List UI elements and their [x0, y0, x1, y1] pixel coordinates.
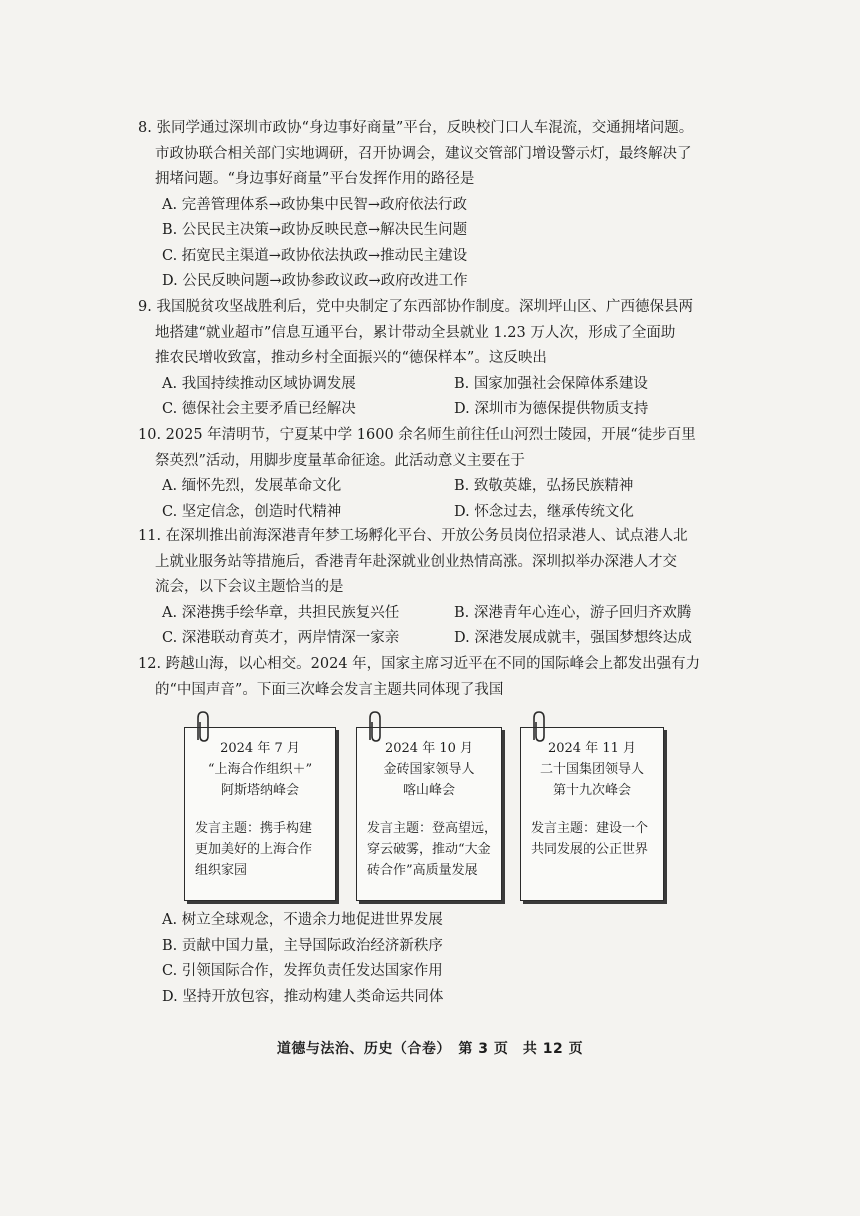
question-12-option-b[interactable]: B. 贡献中国力量，主导国际政治经济新秩序: [162, 937, 443, 954]
question-10-stem-line-1: 10. 2025 年清明节，宁夏某中学 1600 余名师生前往任山河烈士陵园，开展“徒步百里: [138, 427, 696, 443]
question-8-stem-line-3: 拥堵问题。“身边事好商量”平台发挥作用的路径是: [155, 171, 475, 187]
paperclip-icon: [529, 710, 547, 746]
paperclip-icon: [193, 710, 211, 746]
page-footer: 道德与法治、历史（合卷） 第 3 页 共 12 页: [276, 1041, 584, 1057]
question-11-stem-line-2: 上就业服务站等措施后，香港青年赴深就业创业热情高涨。深圳拟举办深港人才交: [155, 553, 677, 570]
question-9-options-row-2: [138, 397, 738, 423]
question-10-option-b[interactable]: B. 致敬英雄，弘扬民族精神: [454, 478, 634, 494]
question-11-option-d[interactable]: D. 深港发展成就丰，强国梦想终达成: [454, 630, 692, 646]
question-10-options-row-1: [138, 474, 738, 500]
question-9-stem-line-2: 地搭建“就业超市”信息互通平台，累计带动全县就业 1.23 万人次，形成了全面助: [155, 324, 676, 341]
summit-card-2-theme-line-3: 砖合作”高质量发展: [367, 863, 478, 878]
question-8-stem-line-1: 8. 张同学通过深圳市政协“身边事好商量”平台，反映校门口人车混流，交通拥堵问题。: [138, 120, 694, 136]
question-9-option-c[interactable]: C. 德保社会主要矛盾已经解决: [162, 401, 356, 417]
question-12-option-c[interactable]: C. 引领国际合作，发挥负责任发达国家作用: [162, 963, 443, 979]
paperclip-icon: [365, 710, 383, 746]
question-10: [138, 423, 738, 525]
summit-card-2-name-line-1: 金砖国家领导人: [383, 762, 475, 777]
summit-card-3-name-line-2: 第十九次峰会: [552, 783, 631, 798]
summit-card-1-date: 2024 年 7 月: [220, 741, 300, 756]
summit-card-2-name-line-2: 喀山峰会: [402, 783, 455, 798]
question-9-option-d[interactable]: D. 深圳市为德保提供物质支持: [454, 401, 649, 417]
question-9-option-a[interactable]: A. 我国持续推动区域协调发展: [162, 375, 356, 392]
question-11-options-row-1: [138, 601, 738, 627]
question-10-option-c[interactable]: C. 坚定信念，创造时代精神: [162, 503, 342, 520]
question-12-option-d[interactable]: D. 坚持开放包容，推动构建人类命运共同体: [162, 988, 444, 1005]
question-11-option-a[interactable]: A. 深港携手绘华章，共担民族复兴任: [162, 604, 400, 621]
question-12-stem-line-1: 12. 跨越山海，以心相交。2024 年，国家主席习近平在不同的国际峰会上都发出强有力: [138, 656, 701, 672]
question-11-stem-line-3: 流会，以下会议主题恰当的是: [155, 579, 344, 595]
summit-card-1-theme-line-1: 发言主题：携手构建: [195, 821, 313, 836]
question-10-options-row-2: [138, 500, 738, 526]
question-9-stem-line-3: 推农民增收致富，推动乡村全面振兴的“德保样本”。这反映出: [155, 350, 547, 366]
question-10-option-d[interactable]: D. 怀念过去，继承传统文化: [454, 503, 634, 520]
summit-card-2: [356, 727, 502, 901]
summit-card-1: [184, 727, 336, 901]
question-9-stem-line-1: 9. 我国脱贫攻坚战胜利后，党中央制定了东西部协作制度。深圳坪山区、广西德保县两: [138, 299, 693, 315]
summit-card-2-theme-line-1: 发言主题：登高望远，: [367, 821, 498, 836]
summit-cards: [184, 727, 664, 907]
question-12: [138, 652, 738, 703]
summit-card-3-name-line-1: 二十国集团领导人: [539, 762, 644, 777]
question-8-option-a[interactable]: A. 完善管理体系→政协集中民智→政府依法行政: [162, 196, 467, 213]
question-9-option-b[interactable]: B. 国家加强社会保障体系建设: [454, 375, 648, 392]
question-12-stem-line-2: 的“中国声音”。下面三次峰会发言主题共同体现了我国: [155, 681, 504, 698]
summit-card-1-name-line-1: “上海合作组织＋”: [207, 762, 313, 777]
question-12-options: [138, 908, 738, 1010]
question-9-options-row-1: [138, 372, 738, 398]
question-12-option-a[interactable]: A. 树立全球观念，不遗余力地促进世界发展: [162, 912, 443, 928]
question-10-option-a[interactable]: A. 缅怀先烈，发展革命文化: [162, 478, 342, 494]
question-11-option-c[interactable]: C. 深港联动育英才，两岸情深一家亲: [162, 630, 400, 646]
question-8-stem-line-2: 市政协联合相关部门实地调研，召开协调会，建议交管部门增设警示灯，最终解决了: [155, 145, 692, 162]
summit-card-2-date: 2024 年 10 月: [384, 741, 474, 756]
question-8-option-c[interactable]: C. 拓宽民主渠道→政协依法执政→推动民主建设: [162, 247, 468, 264]
summit-card-1-theme-line-2: 更加美好的上海合作: [195, 842, 313, 857]
question-9: [138, 295, 738, 423]
question-11-option-b[interactable]: B. 深港青年心连心，游子回归齐欢腾: [454, 604, 692, 621]
summit-card-3-date: 2024 年 11 月: [547, 741, 637, 756]
summit-card-1-name-line-2: 阿斯塔纳峰会: [220, 783, 299, 798]
question-11: [138, 524, 738, 652]
question-8: [138, 116, 738, 295]
summit-card-3-theme-line-2: 共同发展的公正世界: [531, 842, 649, 857]
question-11-stem-line-1: 11. 在深圳推出前海深港青年梦工场孵化平台、开放公务员岗位招录港人、试点港人北: [138, 528, 688, 544]
summit-card-2-theme-line-2: 穿云破雾，推动“大金: [367, 842, 491, 857]
question-8-option-b[interactable]: B. 公民民主决策→政协反映民意→解决民生问题: [162, 222, 468, 238]
summit-card-3-theme-line-1: 发言主题：建设一个: [531, 821, 649, 836]
question-11-options-row-2: [138, 626, 738, 652]
summit-card-1-theme-line-3: 组织家园: [195, 863, 248, 878]
summit-card-3: [520, 727, 664, 901]
question-10-stem-line-2: 祭英烈”活动，用脚步度量革命征途。此活动意义主要在于: [155, 452, 525, 469]
question-8-option-d[interactable]: D. 公民反映问题→政协参政议政→政府改进工作: [162, 273, 468, 289]
